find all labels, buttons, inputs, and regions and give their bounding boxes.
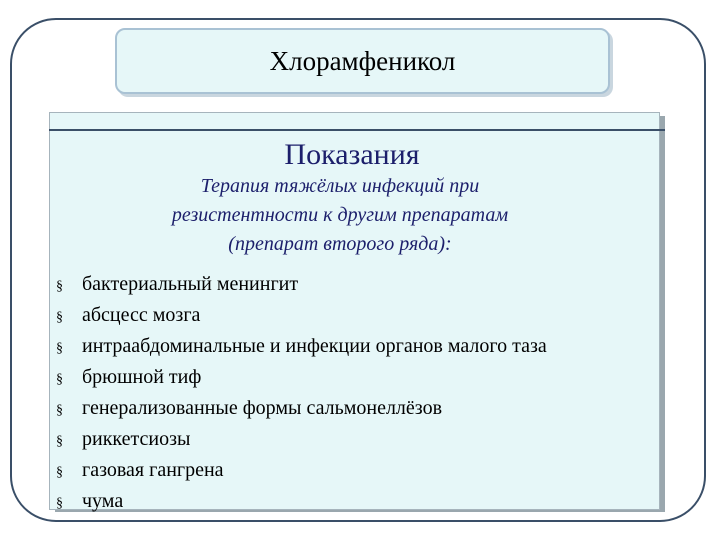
list-item xyxy=(52,425,547,456)
list-item-text: абсцесс мозга xyxy=(82,304,201,326)
list-item-text: брюшной тиф xyxy=(82,366,202,388)
subtitle-line: Терапия тяжёлых инфекций при xyxy=(200,175,480,197)
list-item xyxy=(52,332,547,363)
bullet-icon: § xyxy=(56,465,63,480)
list-item xyxy=(52,301,547,332)
list-item-text: риккетсиозы xyxy=(82,428,191,450)
list-item-text: генерализованные формы сальмонеллёзов xyxy=(82,397,443,419)
bullet-icon: § xyxy=(56,341,63,356)
indications-list xyxy=(52,270,547,518)
list-item xyxy=(52,270,547,301)
list-item-text: бактериальный менингит xyxy=(82,273,299,295)
section-heading-text: Показания xyxy=(284,138,420,171)
bullet-icon: § xyxy=(56,403,63,418)
list-item-text: чума xyxy=(82,490,124,512)
list-item xyxy=(52,394,547,425)
list-item-text: газовая гангрена xyxy=(82,459,224,481)
list-item xyxy=(52,456,547,487)
bullet-icon: § xyxy=(56,434,63,449)
list-item xyxy=(52,487,547,518)
subtitle-line: (препарат второго ряда): xyxy=(228,233,452,255)
title-box xyxy=(115,28,610,94)
subtitle-block xyxy=(95,172,585,259)
bullet-icon: § xyxy=(56,372,63,387)
list-item-text: интраабдоминальные и инфекции органов малого таза xyxy=(82,335,547,357)
bullet-icon: § xyxy=(56,496,63,511)
list-item xyxy=(52,363,547,394)
section-heading xyxy=(0,138,720,172)
slide-title: Хлорамфеникол xyxy=(269,45,456,76)
divider-line xyxy=(49,129,665,131)
subtitle-line: резистентности к другим препаратам xyxy=(171,204,509,226)
bullet-icon: § xyxy=(56,279,63,294)
bullet-icon: § xyxy=(56,310,63,325)
